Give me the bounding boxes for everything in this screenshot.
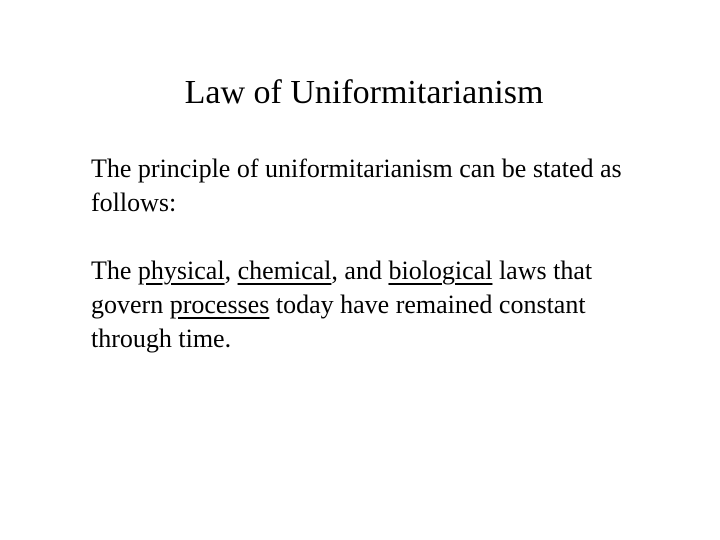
law-statement-line-2 <box>91 288 691 322</box>
principle-line-1: The principle of uniformitarianism can be stated as <box>91 154 622 183</box>
principle-line-2: follows: <box>91 188 177 217</box>
principle-paragraph <box>91 152 691 220</box>
underlined-chemical: chemical <box>237 256 332 285</box>
slide-title: Law of Uniformitarianism <box>184 74 544 111</box>
law-statement-line-1 <box>91 254 691 288</box>
underlined-physical: physical <box>137 256 225 285</box>
text-the: The <box>91 256 138 285</box>
text-comma-1: , <box>224 256 238 285</box>
underlined-biological: biological <box>388 256 493 285</box>
text-and: , and <box>331 256 389 285</box>
law-statement-line-3: through time. <box>91 324 232 353</box>
law-statement-paragraph <box>91 254 691 356</box>
text-govern: govern <box>91 290 170 319</box>
slide-body <box>91 152 691 356</box>
text-today-remained: today have remained constant <box>269 290 586 319</box>
text-laws-that: laws that <box>492 256 593 285</box>
underlined-processes: processes <box>169 290 270 319</box>
